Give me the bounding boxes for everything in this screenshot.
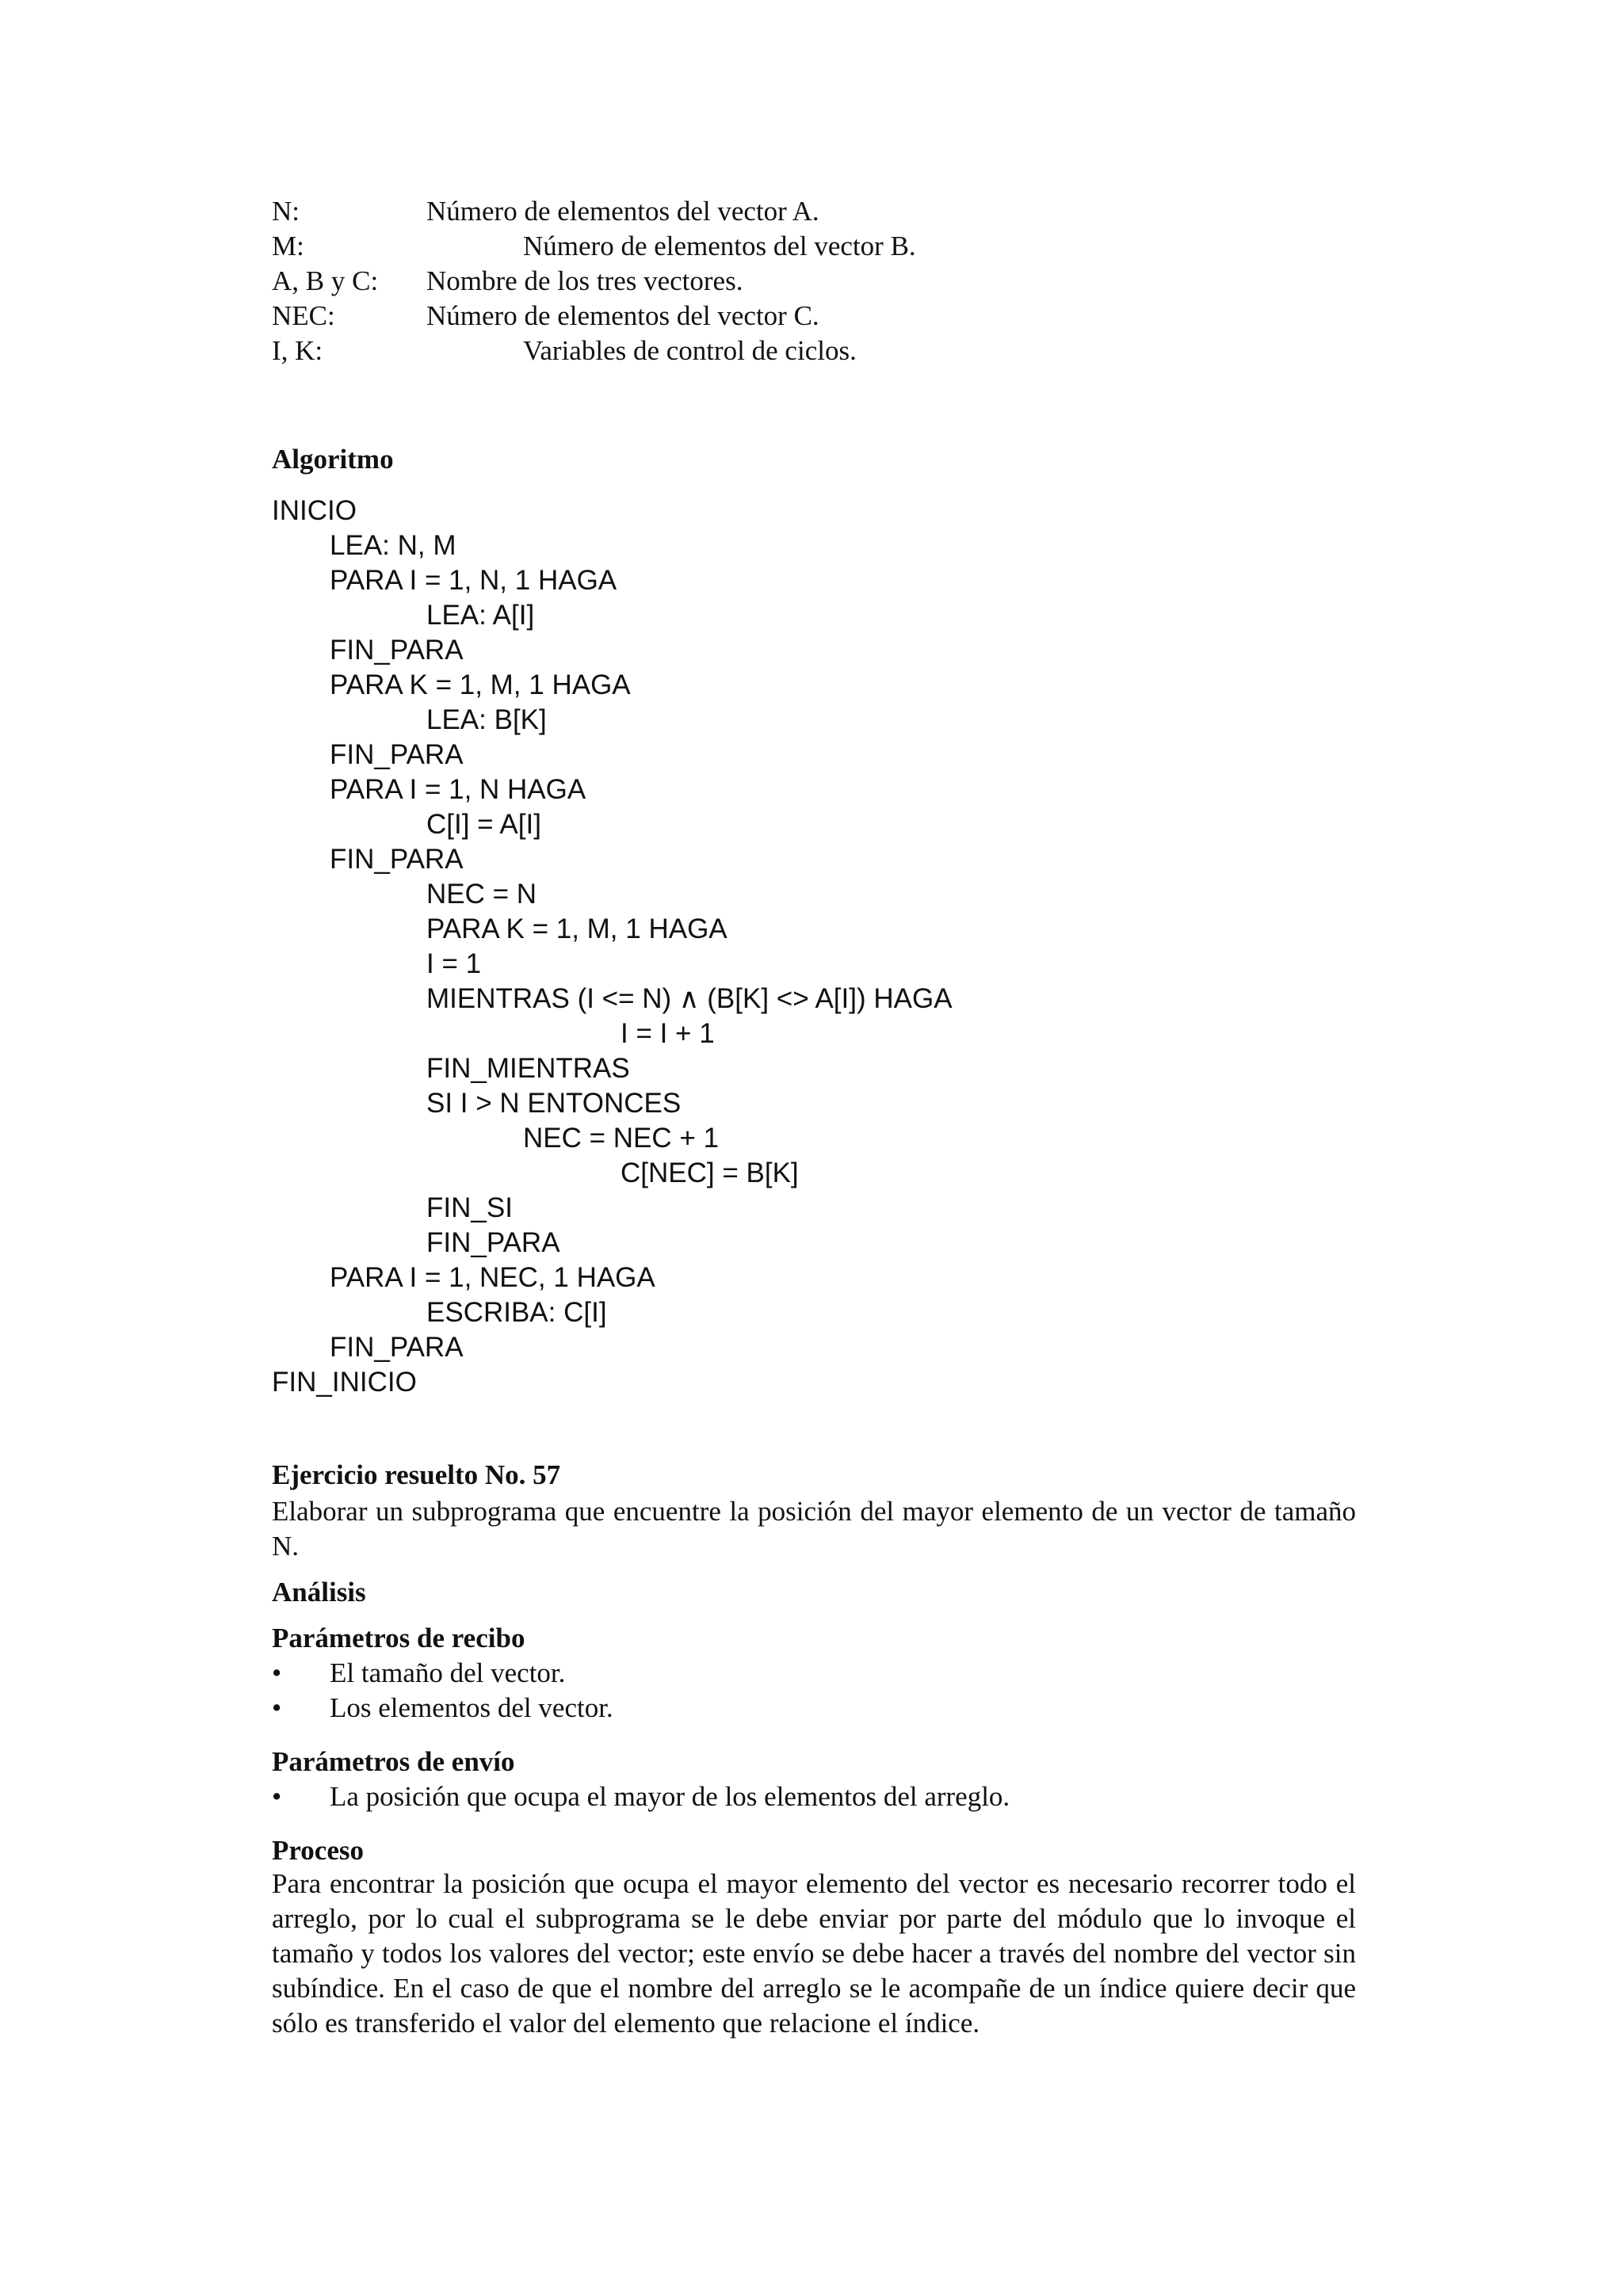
section-heading-proceso: Proceso: [272, 1835, 364, 1866]
code-line: C[I] = A[I]: [426, 809, 541, 840]
code-line: LEA: N, M: [330, 530, 456, 561]
variable-desc: Variables de control de ciclos.: [523, 335, 857, 366]
code-line: SI I > N ENTONCES: [426, 1088, 682, 1119]
code-line: FIN_INICIO: [272, 1367, 417, 1398]
bullet-marker: •: [272, 1657, 282, 1688]
code-line: PARA I = 1, N, 1 HAGA: [330, 565, 617, 596]
code-line: FIN_PARA: [330, 1332, 464, 1363]
code-line: FIN_PARA: [330, 844, 464, 875]
section-heading-recibo: Parámetros de recibo: [272, 1623, 525, 1653]
code-line: C[NEC] = B[K]: [621, 1158, 799, 1188]
code-line: ESCRIBA: C[I]: [426, 1297, 607, 1328]
variable-name: A, B y C:: [272, 265, 379, 296]
code-line: FIN_PARA: [330, 739, 464, 770]
variable-name: NEC:: [272, 300, 335, 331]
section-heading-algoritmo: Algoritmo: [272, 444, 394, 475]
code-line: NEC = N: [426, 879, 537, 910]
code-line: LEA: B[K]: [426, 704, 547, 735]
code-line: LEA: A[I]: [426, 600, 535, 631]
variable-name: M:: [272, 231, 304, 261]
list-item: El tamaño del vector.: [330, 1657, 566, 1688]
code-line: I = I + 1: [621, 1018, 715, 1049]
code-line: FIN_SI: [426, 1192, 513, 1223]
code-line: FIN_MIENTRAS: [426, 1053, 630, 1084]
bullet-marker: •: [272, 1781, 282, 1812]
code-line: PARA I = 1, N HAGA: [330, 774, 586, 805]
code-line: PARA K = 1, M, 1 HAGA: [330, 669, 631, 700]
list-item: Los elementos del vector.: [330, 1692, 613, 1723]
variable-name: N:: [272, 196, 300, 227]
bullet-marker: •: [272, 1692, 282, 1723]
variable-desc: Nombre de los tres vectores.: [426, 265, 743, 296]
code-line: INICIO: [272, 495, 357, 526]
code-line: PARA I = 1, NEC, 1 HAGA: [330, 1262, 655, 1293]
code-line: PARA K = 1, M, 1 HAGA: [426, 913, 727, 944]
exercise-statement: Elaborar un subprograma que encuentre la posición del mayor elemento de un vector de tamaño N.: [272, 1496, 1356, 1562]
code-line: I = 1: [426, 948, 482, 979]
variable-desc: Número de elementos del vector C.: [426, 300, 819, 331]
section-heading-analisis: Análisis: [272, 1577, 366, 1608]
proceso-paragraph: Para encontrar la posición que ocupa el mayor elemento del vector es necesario recorrer todo el arreglo, por lo cual el subprograma se le debe enviar por parte del módulo que lo invoque el tamaño y todos los valores del vector; este envío se debe hacer a través del nombre del vector sin subíndice. En el caso de que el nombre del arreglo se le acompañe de un índice quiere decir que sólo es transferido el valor del elemento que relacione el índice.: [272, 1868, 1356, 2039]
variable-name: I, K:: [272, 335, 323, 366]
list-item: La posición que ocupa el mayor de los elementos del arreglo.: [330, 1781, 1010, 1812]
code-line: FIN_PARA: [330, 635, 464, 666]
exercise-title: Ejercicio resuelto No. 57: [272, 1459, 561, 1490]
variable-desc: Número de elementos del vector A.: [426, 196, 819, 227]
variable-desc: Número de elementos del vector B.: [523, 231, 916, 261]
code-line: NEC = NEC + 1: [523, 1123, 720, 1154]
section-heading-envio: Parámetros de envío: [272, 1746, 515, 1777]
code-line: MIENTRAS (I <= N) ∧ (B[K] <> A[I]) HAGA: [426, 983, 953, 1014]
code-line: FIN_PARA: [426, 1227, 560, 1258]
